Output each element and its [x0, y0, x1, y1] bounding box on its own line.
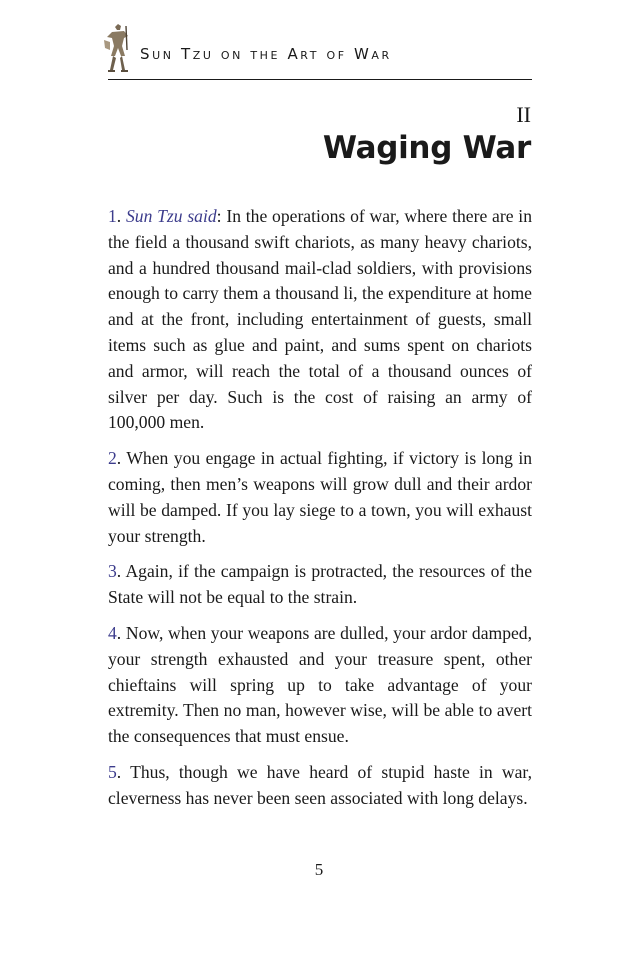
paragraph-number: 2: [108, 448, 117, 469]
paragraph-1: 1. Sun Tzu said: In the operations of war, where there are in the field a thousand swift chariots, as many heavy chariots, and a hundred thousand mail-clad soldiers, with provisions enough to carry them a thousand li, the expenditure at home and at the front, including entertainment of guests, small items such as glue and paint, and sums spent on chariots and armor, will reach the total of a thousand ounces of silver per day. Such is the cost of raising an army of 100,000 men.: [108, 206, 532, 433]
paragraph-number: 3: [108, 561, 117, 582]
paragraph-text: When you engage in actual fighting, if victory is long in coming, then men’s weapons will grow dull and their ardor will be damped. If you lay siege to a town, you will exhaust your strength.: [108, 448, 533, 546]
paragraph-text: Now, when your weapons are dulled, your ardor damped, your strength exhausted and your treasure spent, other chieftains will spring up to take advantage of your extremity. Then no man, however wise, will be able to avert the consequences that must ensue.: [108, 622, 532, 747]
paragraph-text: Thus, though we have heard of stupid haste in war, cleverness has never been seen associated with long delays.: [108, 761, 532, 808]
speaker-label: Sun Tzu said: [125, 206, 217, 226]
paragraph-4: 4. Now, when your weapons are dulled, your ardor damped, your strength exhausted and your treasure spent, other chieftains will spring up to take advantage of your extremity. Then no man, however wise, will be able to avert the consequences that must ensue.: [108, 622, 532, 747]
running-header: [100, 18, 532, 78]
running-header-title: Sun Tzu on the Art of War: [140, 45, 392, 63]
paragraph-5: 5. Thus, though we have heard of stupid haste in war, cleverness has never been seen associated with long delays.: [108, 761, 532, 808]
header-divider: [108, 79, 532, 80]
page-number: 5: [314, 860, 324, 879]
chapter-body: [108, 204, 532, 822]
paragraph-2: 2. When you engage in actual fighting, if victory is long in coming, then men’s weapons will grow dull and their ardor will be damped. If you lay siege to a town, you will exhaust your strength.: [108, 448, 533, 546]
warrior-figure-icon: [102, 20, 134, 76]
paragraph-text: In the operations of war, where there are in the field a thousand swift chariots, as many heavy chariots, and a hundred thousand mail-clad soldiers, with provisions enough to carry them a thousand li, the expenditure at home and at the front, including entertainment of guests, small items such as glue and paint, and sums spent on chariots and armor, will reach the total of a thousand ounces of silver per day. Such is the cost of raising an army of 100,000 men.: [108, 206, 532, 433]
chapter-title: Waging War: [322, 130, 531, 166]
paragraph-number: 5: [108, 761, 117, 782]
paragraph-3: 3. Again, if the campaign is protracted, the resources of the State will not be equal to the strain.: [108, 561, 532, 608]
paragraph-text: Again, if the campaign is protracted, the resources of the State will not be equal to the strain.: [108, 561, 532, 608]
paragraph-number: 4: [108, 622, 117, 643]
chapter-number: II: [516, 102, 531, 127]
paragraph-number: 1: [108, 206, 117, 226]
